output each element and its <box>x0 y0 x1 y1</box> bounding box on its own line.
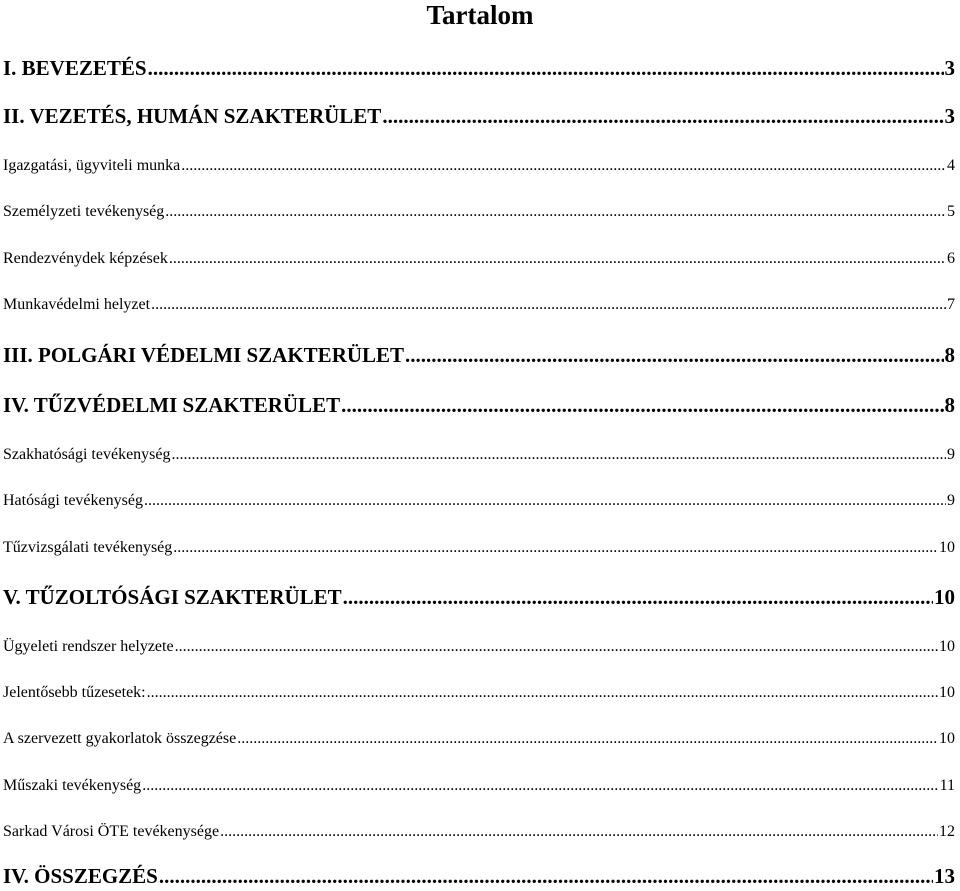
toc-dot-leader <box>165 197 946 227</box>
toc-entry[interactable] <box>3 724 955 754</box>
toc-entry-label: III. POLGÁRI VÉDELMI SZAKTERÜLET <box>3 343 405 367</box>
toc-entry[interactable] <box>3 861 955 891</box>
toc-page-number: 7 <box>947 296 955 313</box>
toc-entry[interactable] <box>3 817 955 847</box>
toc-entry-label: Rendezvénydek képzések <box>3 250 168 267</box>
toc-entry-label: Személyzeti tevékenység <box>3 203 165 220</box>
toc-dot-leader <box>181 151 946 181</box>
toc-page-number: 9 <box>947 492 955 509</box>
toc-page-number: 8 <box>944 343 955 367</box>
toc-page-number: 11 <box>939 777 955 794</box>
toc-page-number: 6 <box>947 250 955 267</box>
toc-entry-label: V. TŰZOLTÓSÁGI SZAKTERÜLET <box>3 585 342 609</box>
toc-entry[interactable] <box>3 53 955 83</box>
toc-entry[interactable] <box>3 582 955 612</box>
toc-page-number: 5 <box>947 203 955 220</box>
toc-entry[interactable] <box>3 440 955 470</box>
toc-entry-label: Szakhatósági tevékenység <box>3 446 171 463</box>
toc-page-number: 10 <box>939 730 955 747</box>
toc-entry[interactable] <box>3 340 955 370</box>
toc-dot-leader <box>144 486 946 516</box>
toc-dot-leader <box>175 632 938 662</box>
toc-entry-label: Sarkad Városi ÖTE tevékenysége <box>3 823 220 840</box>
toc-entry[interactable] <box>3 533 955 563</box>
toc-entry[interactable] <box>3 244 955 274</box>
toc-page-number: 10 <box>939 539 955 556</box>
toc-entry[interactable] <box>3 101 955 131</box>
toc-page-number: 10 <box>939 638 955 655</box>
toc-entry[interactable] <box>3 151 955 181</box>
toc-page-number: 4 <box>947 157 955 174</box>
page-title: Tartalom <box>426 0 534 30</box>
toc-entry-label: Igazgatási, ügyviteli munka <box>3 157 181 174</box>
toc-dot-leader <box>142 771 938 801</box>
toc-entry[interactable] <box>3 486 955 516</box>
toc-entry-label: IV. ÖSSZEGZÉS <box>3 864 158 888</box>
toc-entry-label: I. BEVEZETÉS <box>3 56 147 80</box>
toc-entry[interactable] <box>3 197 955 227</box>
toc-page-number: 10 <box>934 585 955 609</box>
toc-entry[interactable] <box>3 678 955 708</box>
toc-entry[interactable] <box>3 632 955 662</box>
toc-dot-leader <box>343 582 933 612</box>
toc-dot-leader <box>159 861 933 891</box>
toc-page-number: 13 <box>934 864 955 888</box>
toc-dot-leader <box>173 533 938 563</box>
toc-page-number: 9 <box>947 446 955 463</box>
toc-entry-label: A szervezett gyakorlatok összegzése <box>3 730 237 747</box>
toc-entry-label: Hatósági tevékenység <box>3 492 143 509</box>
toc-dot-leader <box>147 678 938 708</box>
toc-page-number: 8 <box>944 393 955 417</box>
toc-entry-label: Ügyeleti rendszer helyzete <box>3 638 174 655</box>
toc-dot-leader <box>151 290 946 320</box>
toc-entry-label: Munkavédelmi helyzet <box>3 296 151 313</box>
toc-entry-label: IV. TŰZVÉDELMI SZAKTERÜLET <box>3 393 341 417</box>
toc-entry-label: Jelentősebb tűzesetek: <box>3 684 146 701</box>
toc-entry-label: Tűzvizsgálati tevékenység <box>3 539 173 556</box>
toc-page-number: 3 <box>944 56 955 80</box>
toc-entry[interactable] <box>3 290 955 320</box>
toc-page-number: 3 <box>944 104 955 128</box>
toc-entry-label: II. VEZETÉS, HUMÁN SZAKTERÜLET <box>3 104 382 128</box>
toc-dot-leader <box>169 244 946 274</box>
toc-page-number: 10 <box>939 684 955 701</box>
toc-dot-leader <box>220 817 938 847</box>
toc-dot-leader <box>237 724 938 754</box>
toc-page-number: 12 <box>939 823 955 840</box>
toc-dot-leader <box>148 53 944 83</box>
toc-entry[interactable] <box>3 390 955 420</box>
toc-dot-leader <box>405 340 943 370</box>
toc-dot-leader <box>172 440 947 470</box>
toc-entry[interactable] <box>3 771 955 801</box>
toc-dot-leader <box>382 101 943 131</box>
toc-dot-leader <box>341 390 943 420</box>
toc-entry-label: Műszaki tevékenység <box>3 777 142 794</box>
